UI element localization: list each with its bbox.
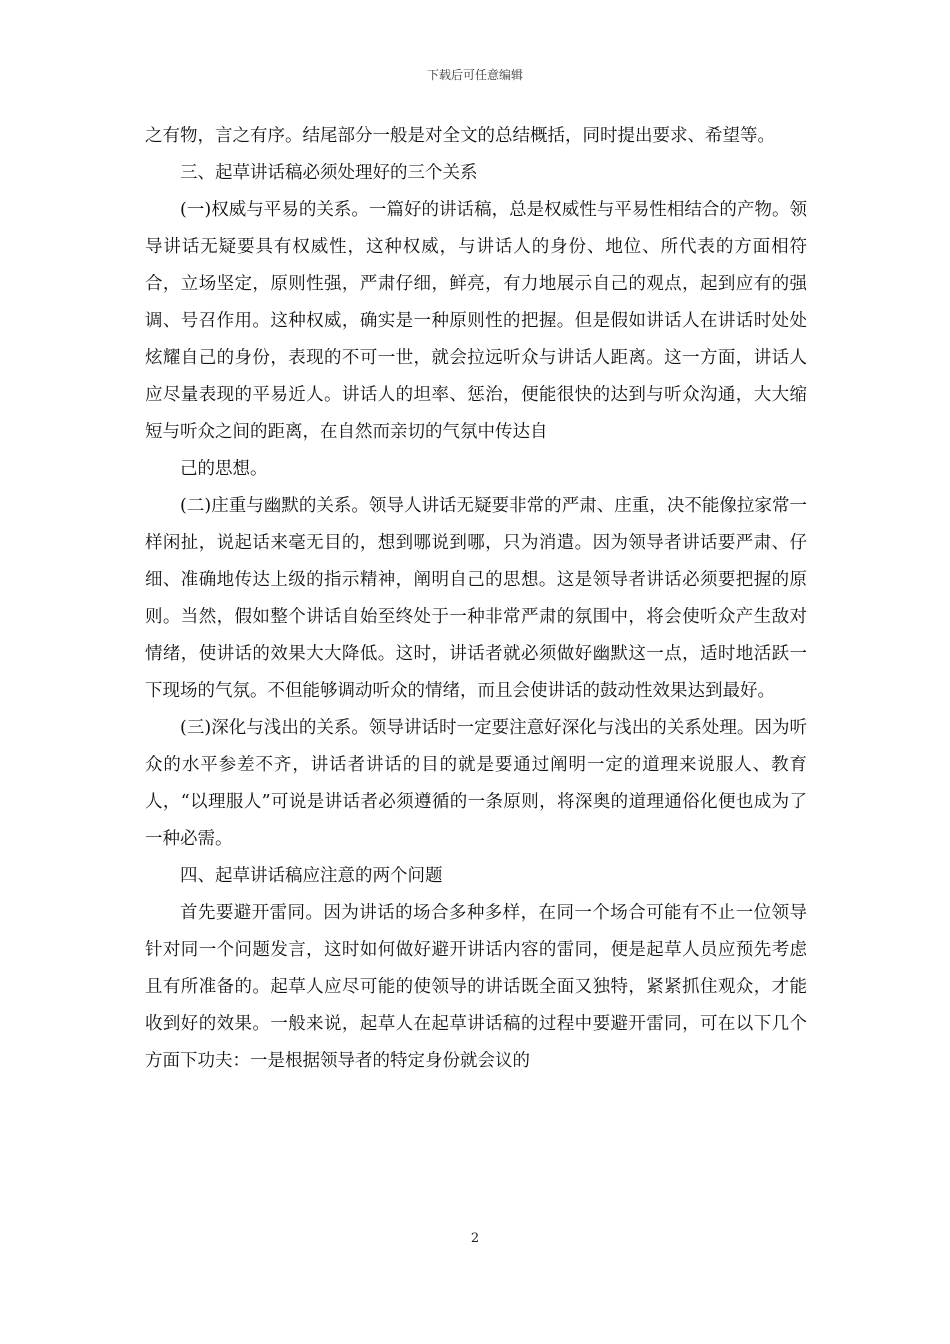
paragraph-continuation: 之有物，言之有序。结尾部分一般是对全文的总结概括，同时提出要求、希望等。 (145, 126, 775, 146)
paragraph-own-thoughts: 己的思想。 (180, 459, 268, 479)
paragraph-solemnity-humor: (二)庄重与幽默的关系。领导人讲话无疑要非常的严肃、庄重，决不能像拉家常一样闲扯，说起话来毫无目的，想到哪说到哪，只为消遣。因为领导者讲话要严肃、仔细、准确地传达上级的指示精神，阐明自己的思想。这是领导者讲话必须要把握的原则。当然，假如整个讲话自始至终处于一种非常严肃的氛围中，将会使听众产生敌对情绪，使讲话的效果大大降低。这时，讲话者就必须做好幽默这一点，适时地活跃一下现场的气氛。不但能够调动听众的情绪，而且会使讲话的鼓动性效果达到最好。 (145, 496, 807, 701)
paragraph-depth-simplicity: (三)深化与浅出的关系。领导讲话时一定要注意好深化与浅出的关系处理。因为听众的水平参差不齐，讲话者讲话的目的就是要通过阐明一定的道理来说服人、教育人，“以理服人”可说是讲话者必须遵循的一条原则，将深奥的道理通俗化便也成为了一种必需。 (145, 718, 807, 849)
document-body (145, 118, 807, 1080)
paragraph-authority-approachability: (一)权威与平易的关系。一篇好的讲话稿，总是权威性与平易性相结合的产物。领导讲话无疑要具有权威性，这种权威，与讲话人的身份、地位、所代表的方面相符合，立场坚定，原则性强，严肃仔细，鲜亮，有力地展示自己的观点，起到应有的强调、号召作用。这种权威，确实是一种原则性的把握。但是假如讲话人在讲话时处处炫耀自己的身份，表现的不可一世，就会拉远听众与讲话人距离。这一方面，讲话人应尽量表现的平易近人。讲话人的坦率、惩治，便能很快的达到与听众沟通，大大缩短与听众之间的距离，在自然而亲切的气氛中传达自 (145, 200, 807, 442)
section-heading-three: 三、起草讲话稿必须处理好的三个关系 (180, 163, 478, 183)
section-heading-four: 四、起草讲话稿应注意的两个问题 (180, 866, 443, 886)
paragraph-avoid-repetition: 首先要避开雷同。因为讲话的场合多种多样，在同一个场合可能有不止一位领导针对同一个问题发言，这时如何做好避开讲话内容的雷同，便是起草人员应预先考虑且有所准备的。起草人应尽可能的使领导的讲话既全面又独特，紧紧抓住观众，才能收到好的效果。一般来说，起草人在起草讲话稿的过程中要避开雷同，可在以下几个方面下功夫：一是根据领导者的特定身份就会议的 (145, 903, 807, 1071)
page-header: 下载后可任意编辑 (426, 68, 523, 82)
page-number: 2 (470, 1231, 480, 1246)
